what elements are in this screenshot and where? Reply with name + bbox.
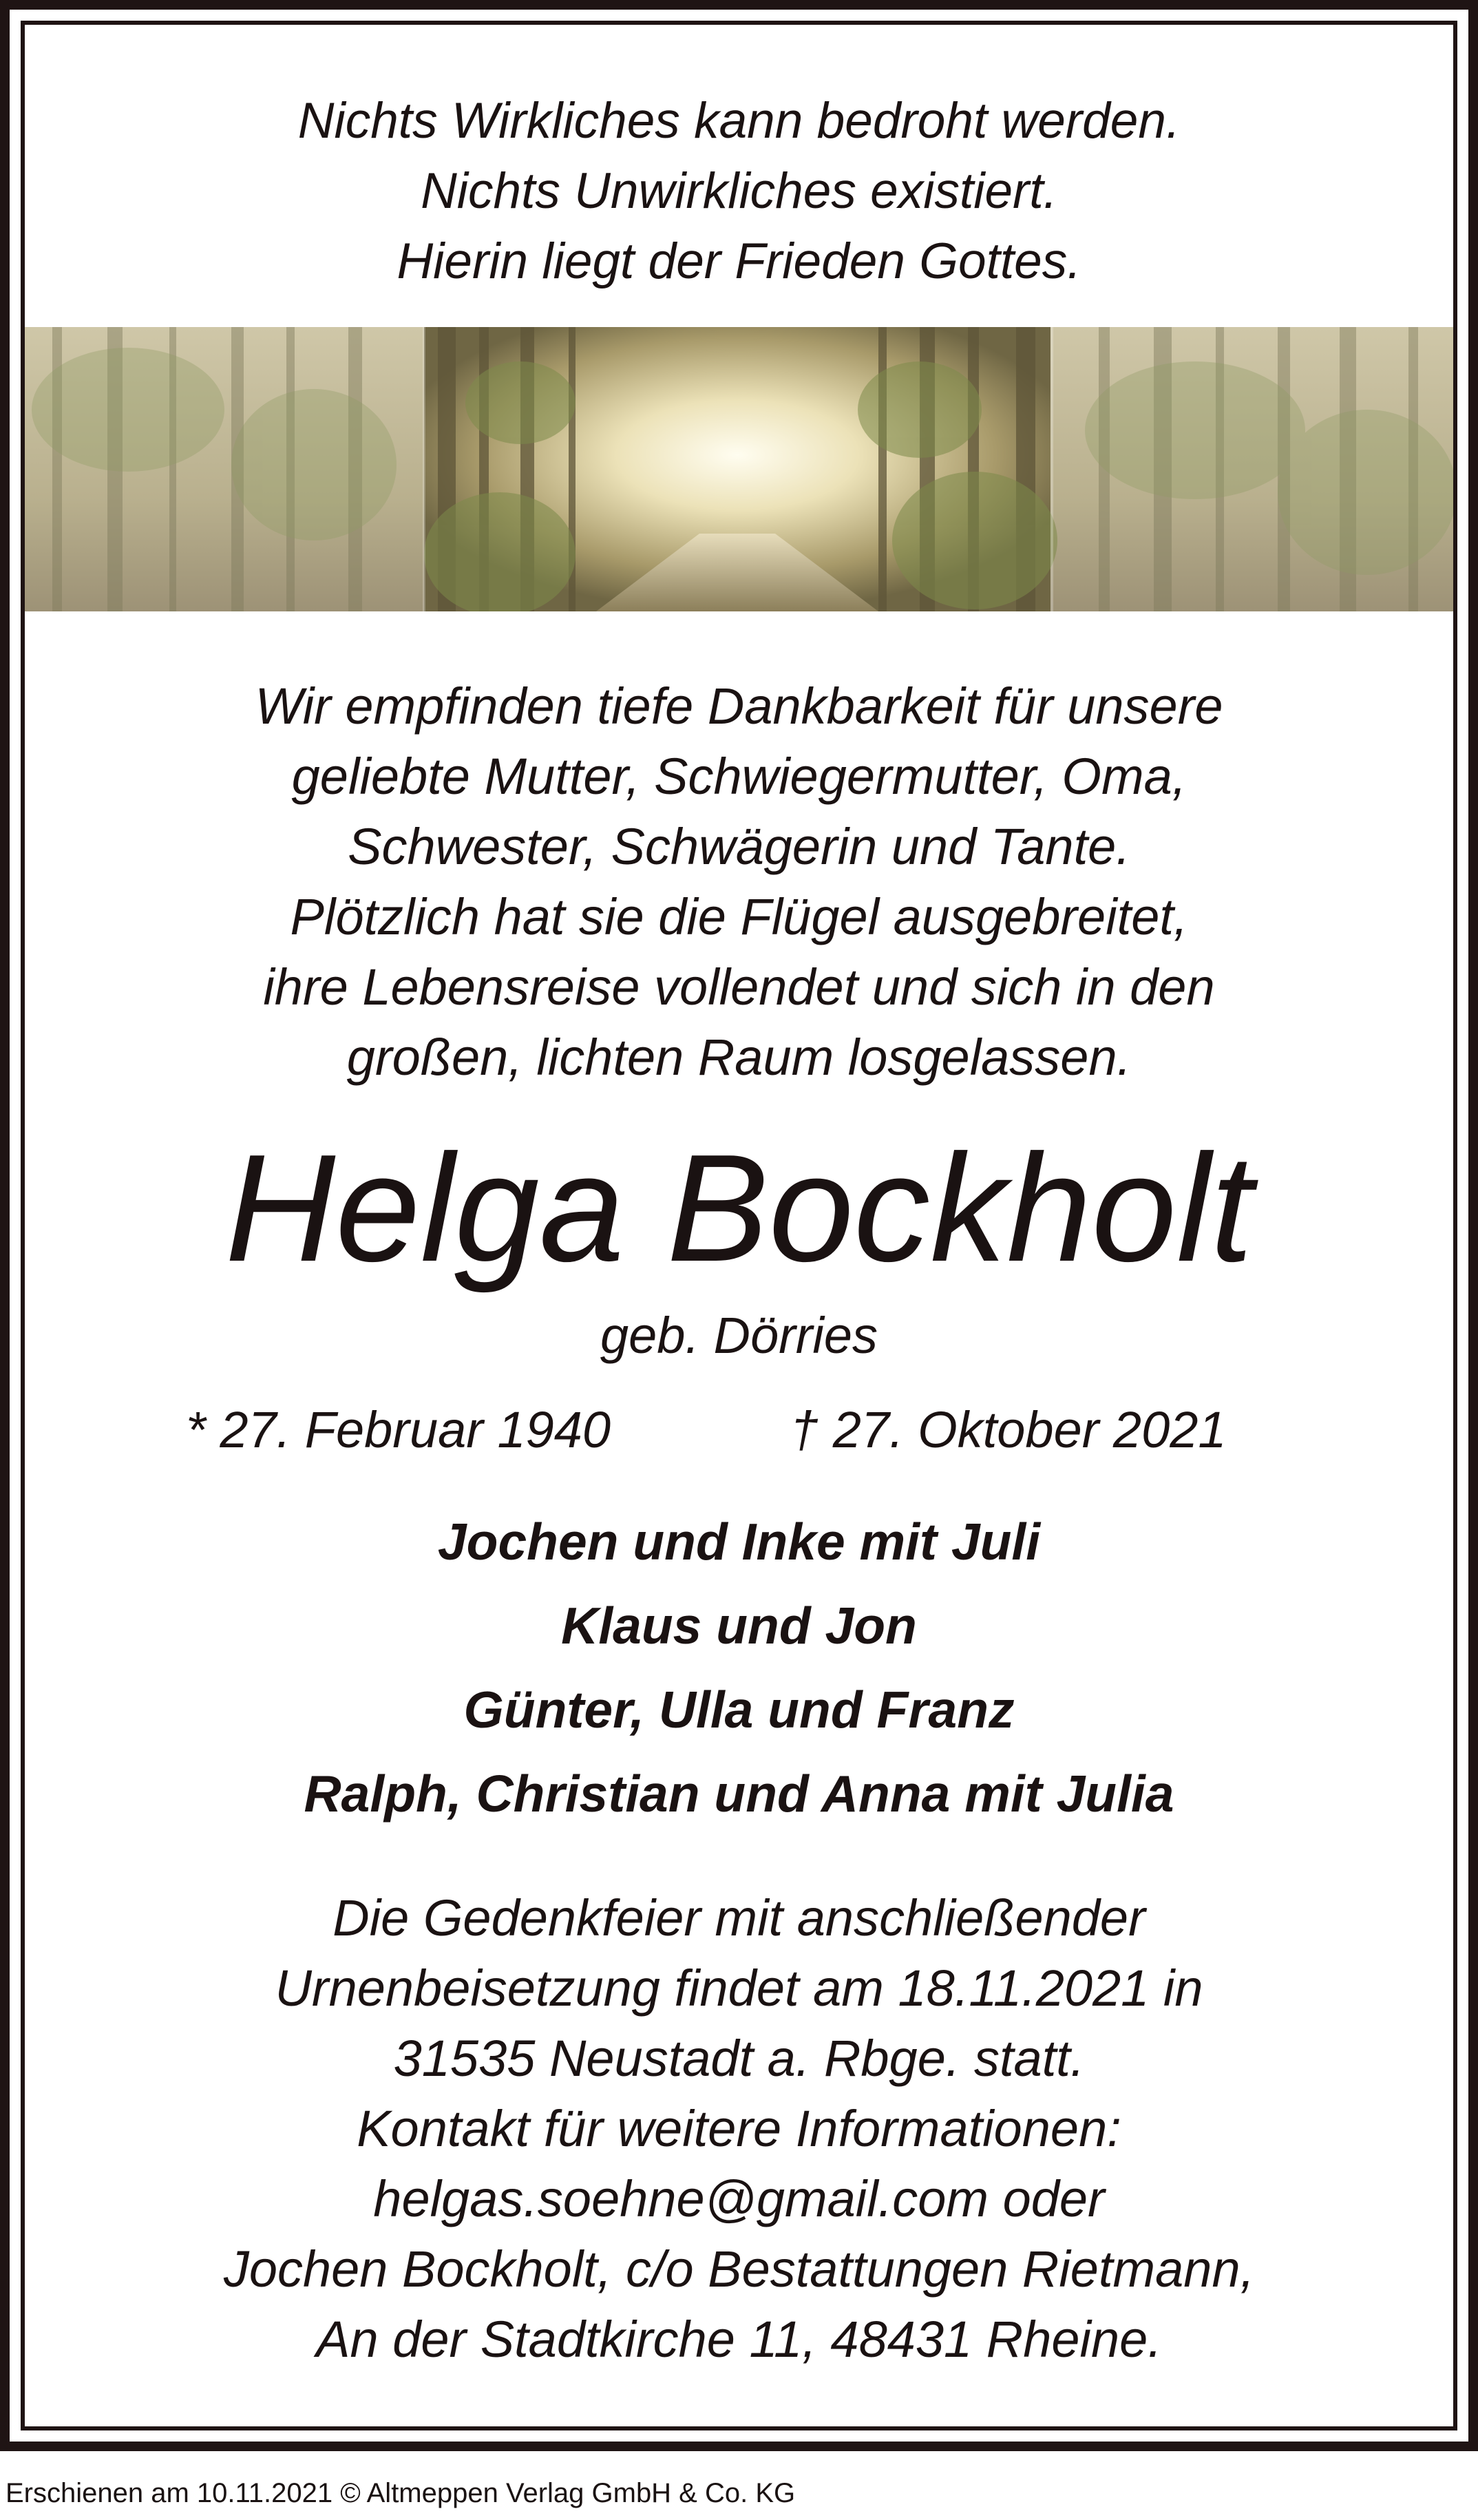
motto-line: Nichts Wirkliches kann bedroht werden. bbox=[297, 93, 1181, 149]
motto-quote bbox=[0, 86, 1478, 297]
family-line: Klaus und Jon bbox=[561, 1597, 917, 1655]
deceased-name: Helga Bockholt bbox=[224, 1123, 1254, 1294]
ceremony-info bbox=[0, 1883, 1478, 2375]
tribute-line: großen, lichten Raum losgelassen. bbox=[346, 1029, 1132, 1086]
ceremony-line: An der Stadtkirche 11, 48431 Rheine. bbox=[316, 2311, 1162, 2368]
forest-banner-image bbox=[25, 327, 1453, 611]
family-line: Ralph, Christian und Anna mit Julia bbox=[304, 1765, 1174, 1823]
family-line: Günter, Ulla und Franz bbox=[463, 1681, 1015, 1739]
contact-email: helgas.soehne@gmail.com oder bbox=[373, 2170, 1105, 2227]
birth-date: * 27. Februar 1940 bbox=[186, 1401, 611, 1458]
tribute-line: geliebte Mutter, Schwiegermutter, Oma, bbox=[291, 748, 1187, 805]
tribute-line: Schwester, Schwägerin und Tante. bbox=[348, 818, 1130, 875]
birth-name: geb. Dörries bbox=[600, 1307, 878, 1364]
ceremony-line: Kontakt für weitere Informationen: bbox=[357, 2100, 1121, 2157]
motto-line: Hierin liegt der Frieden Gottes. bbox=[397, 233, 1081, 289]
tribute-line: ihre Lebensreise vollendet und sich in den bbox=[263, 958, 1215, 1016]
tribute-line: Wir empfinden tiefe Dankbarkeit für unsere bbox=[255, 678, 1223, 735]
ceremony-line: Die Gedenkfeier mit anschließender bbox=[332, 1889, 1146, 1946]
motto-line: Nichts Unwirkliches existiert. bbox=[421, 163, 1057, 219]
ceremony-line: 31535 Neustadt a. Rbge. statt. bbox=[393, 2030, 1085, 2087]
tribute-text bbox=[0, 671, 1478, 1093]
publication-footer: Erschienen am 10.11.2021 © Altmeppen Verlag GmbH & Co. KG bbox=[6, 2478, 796, 2508]
family-line: Jochen und Inke mit Juli bbox=[437, 1513, 1041, 1571]
ceremony-line: Urnenbeisetzung findet am 18.11.2021 in bbox=[275, 1960, 1203, 2017]
family-mourners bbox=[0, 1500, 1478, 1836]
ceremony-line: Jochen Bockholt, c/o Bestattungen Rietmann, bbox=[223, 2240, 1255, 2298]
tribute-line: Plötzlich hat sie die Flügel ausgebreitet, bbox=[290, 888, 1188, 945]
death-date: † 27. Oktober 2021 bbox=[790, 1401, 1227, 1458]
life-dates bbox=[0, 1396, 1478, 1464]
